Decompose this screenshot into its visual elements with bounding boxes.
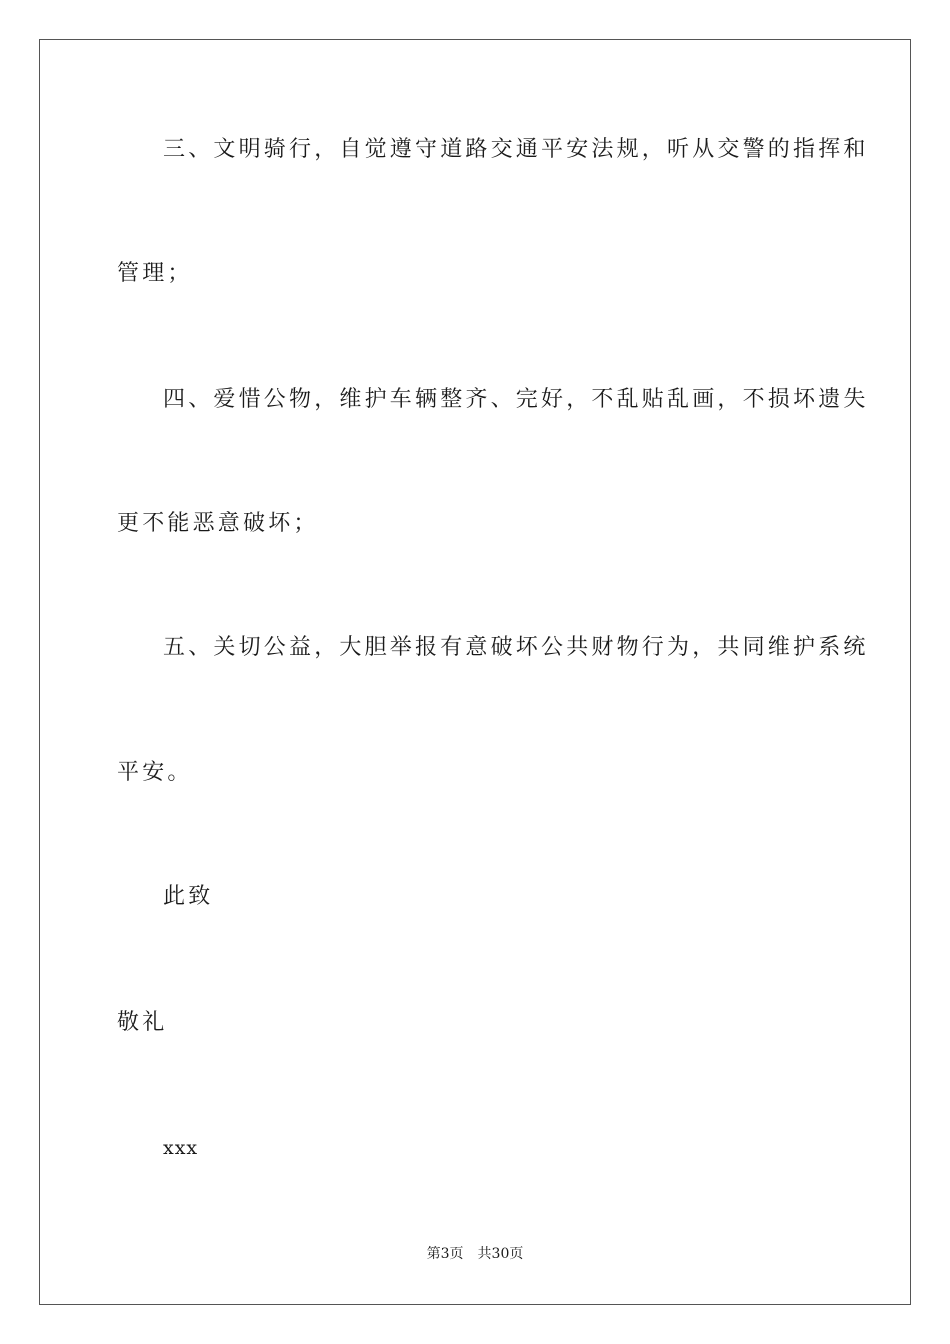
page-footer	[0, 1245, 950, 1263]
paragraph-continuation: 平安。	[117, 760, 193, 785]
closing-regards: 敬礼	[117, 1010, 168, 1035]
page-frame	[39, 39, 911, 1305]
current-page-label: 第3页	[426, 1246, 464, 1262]
total-pages-label: 共30页	[477, 1246, 524, 1262]
paragraph-continuation: 更不能恶意破坏；	[117, 511, 319, 536]
paragraph-item-3: 三、文明骑行，自觉遵守道路交通平安法规，听从交警的指挥和	[163, 137, 869, 162]
signature: xxx	[163, 1137, 199, 1159]
paragraph-item-4: 四、爱惜公物，维护车辆整齐、完好，不乱贴乱画，不损坏遗失	[163, 387, 869, 412]
paragraph-continuation: 管理；	[117, 261, 193, 286]
closing-salutation: 此致	[163, 884, 214, 909]
paragraph-item-5: 五、关切公益，大胆举报有意破坏公共财物行为，共同维护系统	[163, 635, 869, 660]
